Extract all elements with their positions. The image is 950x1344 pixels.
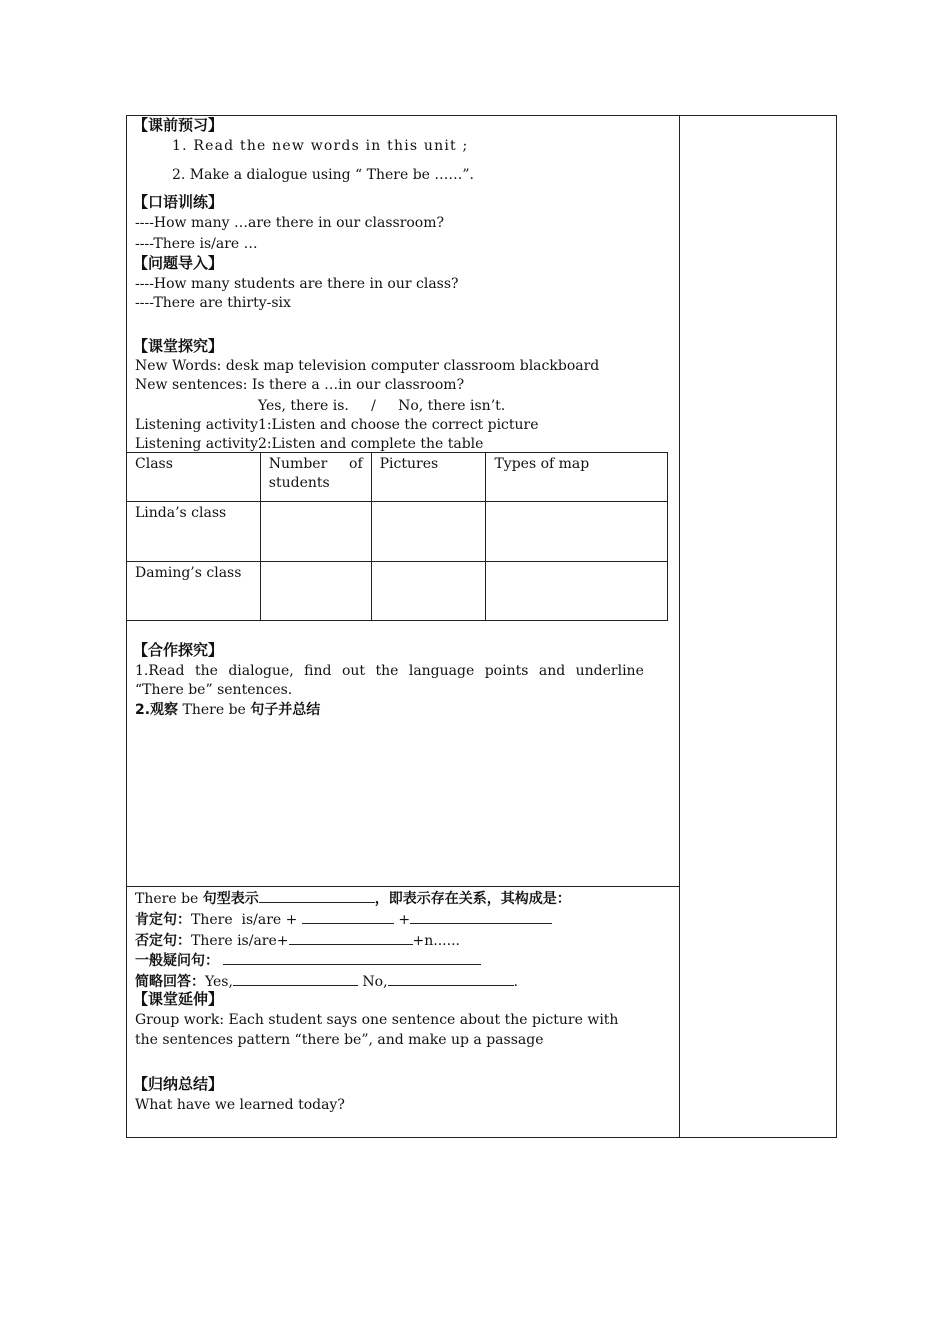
extend-heading: 【课堂延伸】 bbox=[133, 990, 224, 1008]
negative-tail: +n...... bbox=[412, 933, 460, 949]
cooperate-item-1-line-2: “There be” sentences. bbox=[135, 682, 293, 698]
short-yes-blank[interactable] bbox=[233, 972, 358, 986]
new-sentences: New sentences: Is there a …in our classroom? bbox=[135, 377, 465, 393]
intro-line-1: ----How many students are there in our class? bbox=[135, 276, 459, 292]
table-cell[interactable] bbox=[486, 562, 668, 621]
table-cell[interactable] bbox=[371, 562, 486, 621]
column-divider bbox=[679, 115, 680, 1138]
positive-text: There is/are + bbox=[191, 912, 298, 928]
intro-line-2: ----There are thirty-six bbox=[135, 295, 291, 311]
short-no: No, bbox=[362, 974, 388, 990]
grammar-intro-en: There be bbox=[135, 891, 199, 907]
cooperate-item-2-suffix: 句子并总结 bbox=[250, 702, 321, 718]
table-cell[interactable] bbox=[260, 502, 371, 562]
table-row bbox=[127, 562, 668, 621]
positive-label: 肯定句： bbox=[135, 912, 191, 928]
sentence-answers: Yes, there is. / No, there isn’t. bbox=[258, 398, 506, 414]
summary-heading: 【归纳总结】 bbox=[133, 1075, 224, 1093]
negative-sentence bbox=[135, 931, 460, 951]
table-header: Pictures bbox=[371, 453, 486, 502]
oral-heading: 【口语训练】 bbox=[133, 193, 224, 211]
intro-heading: 【问题导入】 bbox=[133, 254, 224, 272]
cooperate-item-1-line-1: 1.Read the dialogue, find out the language points and underline bbox=[135, 663, 644, 679]
table-cell: Daming’s class bbox=[127, 562, 261, 621]
summary-question: What have we learned today? bbox=[135, 1097, 345, 1113]
new-words: New Words: desk map television computer classroom blackboard bbox=[135, 358, 600, 374]
table-cell[interactable] bbox=[371, 502, 486, 562]
question-label: 一般疑问句： bbox=[135, 953, 219, 969]
preview-item-1: 1. Read the new words in this unit ; bbox=[172, 138, 469, 154]
short-answer bbox=[135, 972, 518, 992]
table-header-row bbox=[127, 453, 668, 502]
short-no-blank[interactable] bbox=[388, 972, 514, 986]
table-cell[interactable] bbox=[260, 562, 371, 621]
section-divider bbox=[126, 886, 680, 887]
preview-heading: 【课前预习】 bbox=[133, 116, 224, 134]
explore-heading: 【课堂探究】 bbox=[133, 337, 224, 355]
short-end: . bbox=[513, 974, 518, 990]
cooperate-item-2-en: There be bbox=[182, 702, 246, 718]
oral-line-1: ----How many …are there in our classroom? bbox=[135, 215, 445, 231]
table-header: Class bbox=[127, 453, 261, 502]
listening-activity-1: Listening activity1:Listen and choose the correct picture bbox=[135, 417, 539, 433]
grammar-intro-cn2: ，即表示存在关系，其构成是： bbox=[374, 891, 571, 907]
negative-text: There is/are+ bbox=[191, 933, 289, 949]
cooperate-heading: 【合作探究】 bbox=[133, 641, 224, 659]
question-sentence bbox=[135, 951, 481, 971]
negative-label: 否定句： bbox=[135, 933, 191, 949]
cooperate-item-2-prefix: 2.观察 bbox=[135, 702, 179, 718]
grammar-intro bbox=[135, 889, 571, 909]
grammar-intro-cn1: 句型表示 bbox=[202, 891, 259, 907]
table-row bbox=[127, 502, 668, 562]
table-header: Types of map bbox=[486, 453, 668, 502]
positive-plus: + bbox=[398, 912, 411, 928]
preview-item-2: 2. Make a dialogue using “ There be ……”. bbox=[172, 167, 474, 183]
extend-line-2: the sentences pattern “there be”, and make up a passage bbox=[135, 1032, 544, 1048]
negative-blank[interactable] bbox=[289, 931, 413, 945]
question-blank[interactable] bbox=[223, 951, 481, 965]
positive-sentence bbox=[135, 910, 552, 930]
listening-activity-2: Listening activity2:Listen and complete the table bbox=[135, 436, 484, 452]
cooperate-item-2 bbox=[135, 701, 320, 720]
extend-line-1: Group work: Each student says one sentence about the picture with bbox=[135, 1012, 619, 1028]
table-cell: Linda’s class bbox=[127, 502, 261, 562]
short-yes: Yes, bbox=[205, 974, 233, 990]
table-cell[interactable] bbox=[486, 502, 668, 562]
positive-blank-1[interactable] bbox=[302, 910, 394, 924]
short-label: 简略回答： bbox=[135, 974, 205, 990]
positive-blank-2[interactable] bbox=[410, 910, 552, 924]
table-header: Number of students bbox=[260, 453, 371, 502]
listening-table bbox=[126, 452, 668, 621]
grammar-blank[interactable] bbox=[259, 889, 375, 903]
oral-line-2: ----There is/are … bbox=[135, 236, 258, 252]
